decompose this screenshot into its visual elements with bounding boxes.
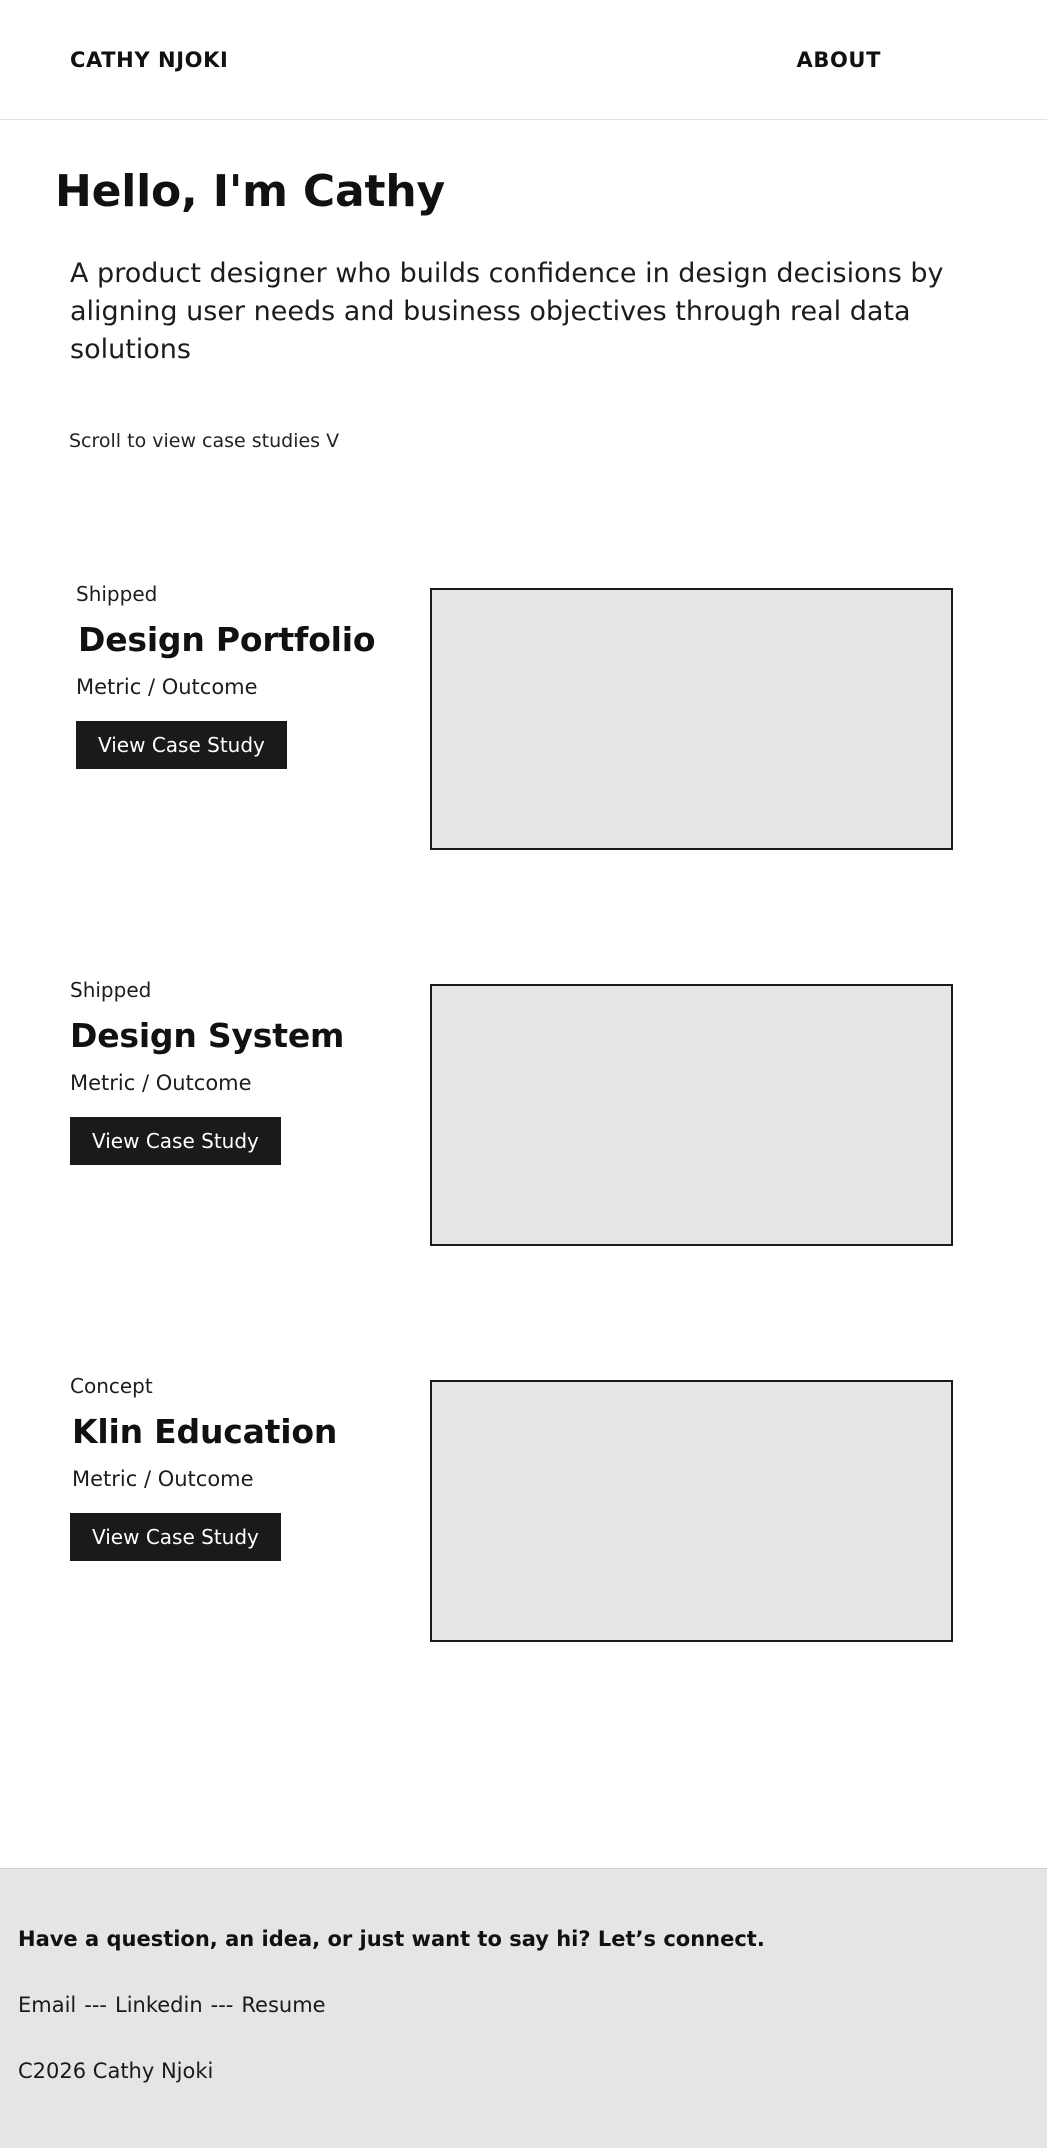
site-footer: [0, 1868, 1047, 2148]
footer-separator: ---: [84, 1993, 107, 2017]
case-study-title: Design System: [70, 1015, 345, 1055]
status-badge: Shipped: [70, 977, 152, 1002]
footer-headline: Have a question, an idea, or just want to say hi? Let’s connect.: [18, 1927, 765, 1951]
case-study-card: [0, 1374, 1003, 1642]
status-badge: Concept: [70, 1373, 153, 1398]
case-study-title: Design Portfolio: [78, 619, 376, 659]
footer-links: [18, 1993, 1023, 2017]
footer-link-resume[interactable]: Resume: [241, 1993, 326, 2017]
status-badge: Shipped: [76, 581, 158, 606]
nav-link-about[interactable]: ABOUT: [796, 47, 881, 72]
case-study-info: [0, 582, 430, 769]
hero-subtitle: A product designer who builds confidence in design decisions by aligning user needs and business objectives through real data solutions: [70, 257, 944, 366]
footer-link-email[interactable]: Email: [18, 1993, 77, 2017]
main-nav: [797, 48, 978, 72]
case-study-thumbnail[interactable]: [430, 1380, 953, 1642]
case-study-metric: Metric / Outcome: [72, 1466, 254, 1491]
copyright-text: C2026 Cathy Njoki: [18, 2059, 214, 2083]
site-header: [0, 0, 1047, 120]
view-case-study-button[interactable]: View Case Study: [70, 1513, 281, 1561]
footer-separator: ---: [210, 1993, 234, 2017]
case-study-info: [0, 1374, 430, 1561]
case-study-thumbnail[interactable]: [430, 984, 953, 1246]
scroll-hint: Scroll to view case studies V: [69, 429, 340, 452]
case-study-title: Klin Education: [72, 1411, 338, 1451]
page-title: Hello, I'm Cathy: [55, 166, 445, 217]
case-study-metric: Metric / Outcome: [70, 1070, 252, 1095]
hero-section: [0, 120, 1047, 452]
footer-link-linkedin[interactable]: Linkedin: [115, 1993, 203, 2017]
view-case-study-button[interactable]: View Case Study: [76, 721, 287, 769]
case-study-info: [0, 978, 430, 1165]
view-case-study-button[interactable]: View Case Study: [70, 1117, 281, 1165]
case-study-metric: Metric / Outcome: [76, 674, 258, 699]
brand-logo[interactable]: CATHY NJOKI: [70, 47, 229, 72]
case-studies-list: [0, 582, 1047, 1642]
case-study-card: [0, 582, 1003, 850]
case-study-card: [0, 978, 1003, 1246]
case-study-thumbnail[interactable]: [430, 588, 953, 850]
